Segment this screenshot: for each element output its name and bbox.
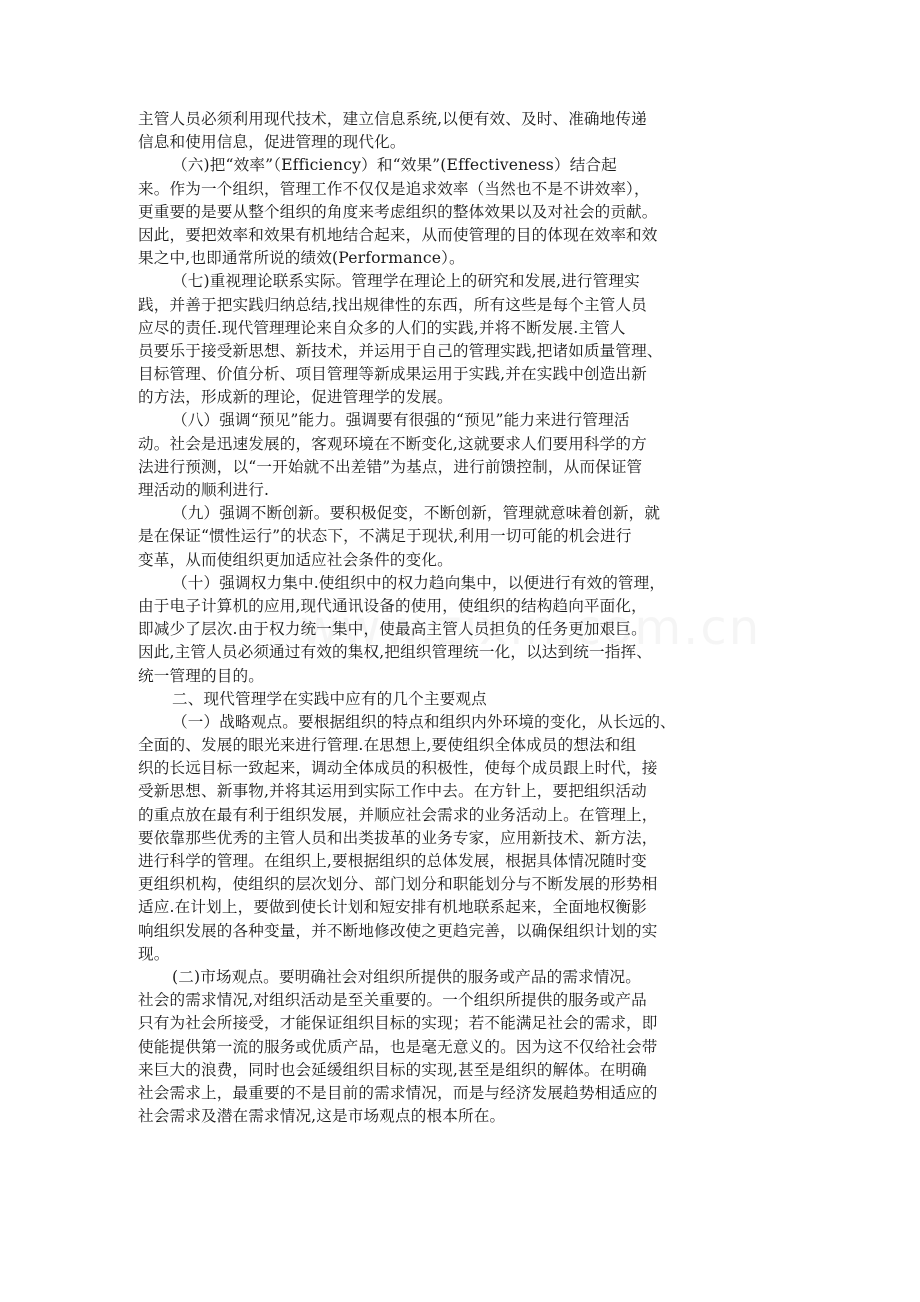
paragraph-heading-10: （十）强调权力集中.使组织中的权力趋向集中，以便进行有效的管理， bbox=[172, 573, 666, 592]
text-line: 统一管理的目的。 bbox=[138, 666, 264, 685]
text-line: 受新思想、新事物,并将其运用到实际工作中去。在方针上，要把组织活动 bbox=[138, 782, 647, 801]
text-line: 更组织机构，使组织的层次划分、部门划分和职能划分与不断发展的形势相 bbox=[138, 875, 658, 894]
text-line: 使能提供第一流的服务或优质产品，也是毫无意义的。因为这不仅给社会带 bbox=[138, 1037, 658, 1056]
paragraph-heading-8: （八）强调“预见”能力。强调要有很强的“预见”能力来进行管理活 bbox=[172, 411, 630, 430]
text-line: 社会需求上，最重要的不是目前的需求情况，而是与经济发展趋势相适应的 bbox=[138, 1083, 658, 1102]
text-line: 应尽的责任.现代管理理论来自众多的人们的实践,并将不断发展.主管人 bbox=[138, 318, 626, 337]
text-line: 目标管理、价值分析、项目管理等新成果运用于实践,并在实践中创造出新 bbox=[138, 365, 647, 384]
text-line: 现。 bbox=[138, 944, 170, 963]
paragraph-heading-6: （六)把“效率”（Efficiency）和“效果”(Effectiveness）结合起 bbox=[172, 156, 617, 175]
text-line: 动。社会是迅速发展的，客观环境在不断变化,这就要求人们要用科学的方 bbox=[138, 434, 647, 453]
text-line: 信息和使用信息，促进管理的现代化。 bbox=[138, 133, 406, 152]
text-line: 的方法，形成新的理论，促进管理学的发展。 bbox=[138, 388, 453, 407]
text-line: 来。作为一个组织，管理工作不仅仅是追求效率（当然也不是不讲效率）， bbox=[138, 179, 650, 198]
text-line: 因此，要把效率和效果有机地结合起来，从而使管理的目的体现在效率和效 bbox=[138, 225, 658, 244]
text-line: 的重点放在最有利于组织发展，并顺应社会需求的业务活动上。在管理上， bbox=[138, 805, 658, 824]
text-line: 来巨大的浪费，同时也会延缓组织目标的实现,甚至是组织的解体。在明确 bbox=[138, 1060, 647, 1079]
text-line: 由于电子计算机的应用,现代通讯设备的使用，使组织的结构趋向平面化， bbox=[138, 596, 647, 615]
text-line: 践，并善于把实践归纳总结,找出规律性的东西，所有这些是每个主管人员 bbox=[138, 295, 647, 314]
text-line: 理活动的顺利进行. bbox=[138, 481, 270, 499]
text-line: 织的长远目标一致起来，调动全体成员的积极性，使每个成员跟上时代，接 bbox=[138, 759, 658, 778]
text-line: 要依靠那些优秀的主管人员和出类拔革的业务专家，应用新技术、新方法， bbox=[138, 828, 658, 847]
text-line: 响组织发展的各种变量，并不断地修改使之更趋完善，以确保组织计划的实 bbox=[138, 921, 658, 940]
text-line: 法进行预测，以“一开始就不出差错”为基点，进行前馈控制，从而保证管 bbox=[138, 457, 643, 476]
paragraph-heading-market: (二)市场观点。要明确社会对组织所提供的服务或产品的需求情况。 bbox=[172, 967, 642, 986]
text-line: 更重要的是要从整个组织的角度来考虑组织的整体效果以及对社会的贡献。 bbox=[138, 202, 658, 221]
document-page bbox=[138, 108, 838, 1128]
text-line: 全面的、发展的眼光来进行管理.在思想上,要使组织全体成员的想法和组 bbox=[138, 736, 637, 755]
text-line: 果之中,也即通常所说的绩效(Performance）。 bbox=[138, 249, 465, 268]
text-line: 即减少了层次.由于权力统一集中，使最高主管人员担负的任务更加艰巨。 bbox=[138, 620, 647, 639]
paragraph-heading-7: （七)重视理论联系实际。管理学在理论上的研究和发展,进行管理实 bbox=[172, 272, 640, 291]
text-line: 是在保证“惯性运行”的状态下，不满足于现状,利用一切可能的机会进行 bbox=[138, 527, 632, 546]
text-line: 只有为社会所接受，才能保证组织目标的实现；若不能满足社会的需求，即 bbox=[138, 1014, 658, 1033]
text-line: 进行科学的管理。在组织上,要根据组织的总体发展，根据具体情况随时变 bbox=[138, 852, 647, 870]
text-line: 变革，从而使组织更加适应社会条件的变化。 bbox=[138, 550, 453, 569]
paragraph-heading-strategy: （一）战略观点。要根据组织的特点和组织内外环境的变化，从长远的、 bbox=[172, 712, 676, 731]
section-heading: 二、现代管理学在实践中应有的几个主要观点 bbox=[172, 689, 487, 708]
text-line: 员要乐于接受新思想、新技术，并运用于自己的管理实践,把诸如质量管理、 bbox=[138, 341, 663, 360]
text-line: 社会的需求情况,对组织活动是至关重要的。一个组织所提供的服务或产品 bbox=[138, 991, 647, 1010]
text-line: 适应.在计划上，要做到使长计划和短安排有机地联系起来，全面地权衡影 bbox=[138, 898, 647, 917]
text-line: 主管人员必须利用现代技术，建立信息系统,以便有效、及时、准确地传递 bbox=[138, 110, 647, 128]
text-line: 因此,主管人员必须通过有效的集权,把组织管理统一化，以达到统一指挥、 bbox=[138, 643, 653, 662]
text-line: 社会需求及潜在需求情况,这是市场观点的根本所在。 bbox=[138, 1107, 506, 1126]
paragraph-heading-9: （九）强调不断创新。要积极促变，不断创新，管理就意味着创新，就 bbox=[172, 504, 661, 523]
